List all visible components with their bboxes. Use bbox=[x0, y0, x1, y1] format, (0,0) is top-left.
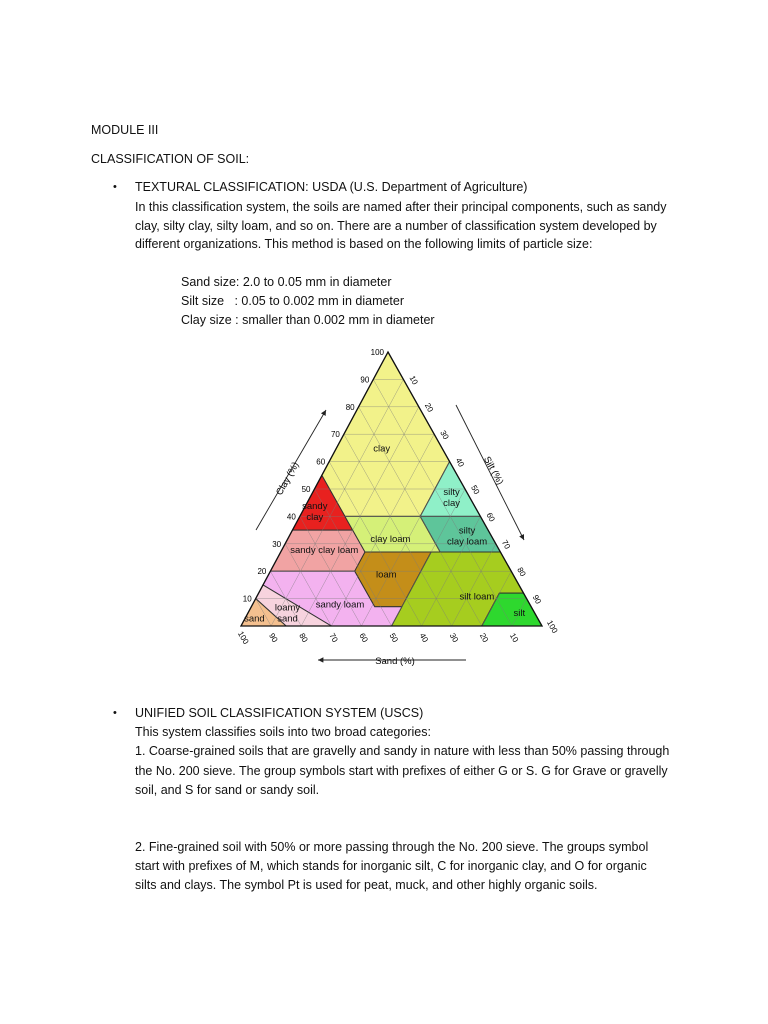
clay-tick-label: 60 bbox=[316, 457, 326, 467]
bullet-textural: • bbox=[113, 181, 117, 193]
silt-axis-title: Silt (%) bbox=[480, 454, 506, 487]
sand-tick-label: 80 bbox=[297, 631, 310, 644]
region-label: loam bbox=[376, 569, 397, 581]
silt-tick-label: 90 bbox=[530, 593, 543, 606]
clay-tick-label: 100 bbox=[370, 348, 384, 357]
clay-tick-label: 50 bbox=[301, 485, 311, 494]
silt-tick-label: 70 bbox=[499, 538, 513, 551]
region-label: clay bbox=[443, 498, 461, 510]
region-label: sand bbox=[277, 613, 298, 625]
clay-tick-label: 70 bbox=[330, 430, 340, 440]
uscs-item2-line: 2. Fine-grained soil with 50% or more passing through the No. 200 sieve. The groups symbol bbox=[135, 840, 649, 854]
sand-tick-label: 90 bbox=[267, 631, 280, 644]
silt-tick-label: 20 bbox=[422, 401, 436, 414]
silt-tick-label: 40 bbox=[453, 456, 466, 469]
silt-tick-label: 100 bbox=[545, 618, 560, 635]
uscs-item1-line: the No. 200 sieve. The group symbols start with prefixes of either G or S. G for Grave or gravelly bbox=[135, 764, 668, 778]
textural-title: TEXTURAL CLASSIFICATION: USDA (U.S. Department of Agriculture) bbox=[135, 180, 528, 194]
silt-tick-label: 80 bbox=[515, 565, 528, 579]
region-label: sandy loam bbox=[315, 599, 365, 611]
silt-tick-label: 30 bbox=[438, 428, 451, 442]
section-heading: CLASSIFICATION OF SOIL: bbox=[91, 152, 250, 166]
uscs-item1-line: 1. Coarse-grained soils that are gravelly and sandy in nature with less than 50% passing through bbox=[135, 744, 670, 758]
silt-tick-label: 10 bbox=[407, 374, 420, 387]
silt-tick-label: 60 bbox=[484, 511, 497, 524]
region-label: clay bbox=[306, 511, 324, 523]
sand-tick-label: 10 bbox=[507, 631, 521, 644]
region-label: clay loam bbox=[447, 536, 488, 548]
clay-axis-title: Clay (%) bbox=[274, 460, 302, 498]
uscs-item2-line: silts and clays. The symbol Pt is used for peat, muck, and other highly organic soils. bbox=[135, 878, 598, 892]
limit-clay: Clay size : smaller than 0.002 mm in diameter bbox=[181, 313, 435, 327]
textural-para-line: different organizations. This method is based on the following limits of particle size: bbox=[135, 237, 593, 251]
sand-tick-label: 20 bbox=[477, 631, 491, 644]
uscs-item1-line: soil, and S for sand or sandy soil. bbox=[135, 783, 320, 797]
clay-tick-label: 10 bbox=[242, 594, 252, 604]
region-label: silt loam bbox=[459, 591, 495, 603]
sand-tick-label: 60 bbox=[357, 631, 370, 644]
clay-tick-label: 20 bbox=[257, 567, 267, 577]
region-label: silt bbox=[513, 607, 526, 619]
region-label: sandy clay loam bbox=[290, 544, 359, 556]
textural-para-line: clay, silty clay, silty loam, and so on. There are a number of classification system developed by bbox=[135, 219, 657, 233]
sand-tick-label: 70 bbox=[327, 631, 340, 644]
clay-tick-label: 40 bbox=[286, 512, 296, 522]
clay-tick-label: 80 bbox=[345, 402, 355, 412]
region-label: sandy bbox=[302, 500, 328, 512]
uscs-title: UNIFIED SOIL CLASSIFICATION SYSTEM (USCS) bbox=[135, 706, 424, 720]
region-label: silty bbox=[443, 487, 460, 499]
clay-tick-label: 90 bbox=[360, 375, 370, 385]
region-label: clay bbox=[373, 443, 391, 455]
region-label: loamy bbox=[274, 602, 301, 614]
sand-tick-label: 100 bbox=[235, 629, 251, 646]
sand-tick-label: 50 bbox=[387, 631, 400, 644]
uscs-intro: This system classifies soils into two broad categories: bbox=[135, 725, 431, 739]
sand-axis-title: Sand (%) bbox=[375, 656, 415, 667]
limit-sand: Sand size: 2.0 to 0.05 mm in diameter bbox=[181, 275, 392, 289]
region-label: sand bbox=[244, 613, 265, 625]
sand-tick-label: 40 bbox=[417, 631, 430, 644]
module-heading: MODULE III bbox=[91, 123, 159, 137]
uscs-item2-line: start with prefixes of M, which stands for inorganic silt, C for inorganic clay, and O for organic bbox=[135, 859, 647, 873]
soil-texture-triangle bbox=[228, 340, 568, 672]
sand-tick-label: 30 bbox=[447, 631, 460, 644]
region-label: clay loam bbox=[370, 533, 411, 545]
clay-tick-label: 30 bbox=[272, 539, 282, 549]
textural-para-line: In this classification system, the soils are named after their principal components, such as sandy bbox=[135, 200, 667, 214]
silt-tick-label: 50 bbox=[469, 483, 482, 496]
region-label: silty bbox=[458, 525, 476, 537]
bullet-uscs: • bbox=[113, 707, 117, 719]
limit-silt: Silt size : 0.05 to 0.002 mm in diameter bbox=[181, 294, 405, 308]
